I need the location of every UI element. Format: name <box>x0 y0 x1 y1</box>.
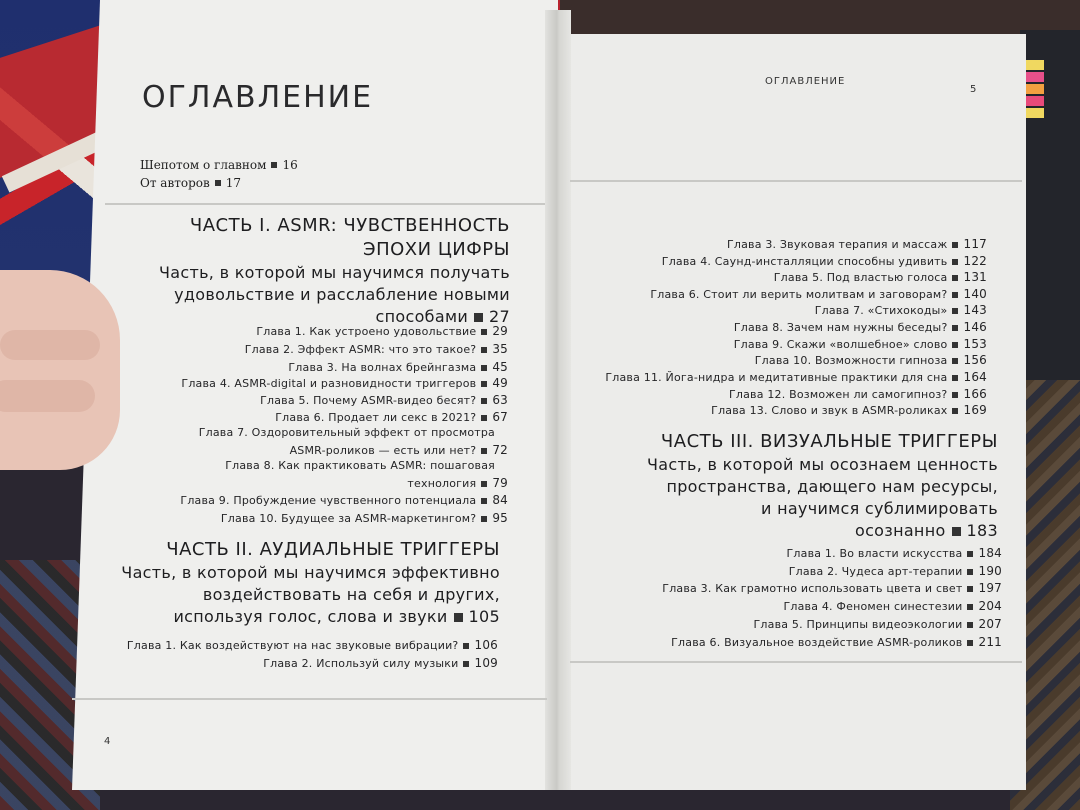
part1-page: 27 <box>489 307 510 326</box>
part3-heading: ЧАСТЬ III. ВИЗУАЛЬНЫЕ ТРИГГЕРЫ <box>660 431 998 452</box>
divider <box>72 698 547 700</box>
toc-entry[interactable]: Глава 10. Будущее за ASMR-маркетингом? 95 <box>220 511 508 525</box>
divider <box>570 661 1022 663</box>
hand <box>0 270 120 470</box>
toc-entry[interactable]: Глава 7. «Стихокоды» 143 <box>814 303 987 317</box>
toc-entry[interactable]: Глава 5. Почему ASMR-видео бесят? 63 <box>260 393 508 407</box>
toc-entry[interactable]: ASMR-роликов — есть или нет? 72 <box>289 443 508 457</box>
page-number: 5 <box>970 84 977 95</box>
divider <box>105 203 545 205</box>
part2-page: 105 <box>468 607 500 626</box>
toc-entry[interactable]: Глава 1. Как устроено удовольствие 29 <box>256 324 508 338</box>
toc-entry[interactable]: Глава 1. Как воздействуют на нас звуковые вибрации? 106 <box>126 638 498 652</box>
toc-entry[interactable]: Глава 4. Саунд-инсталляции способны удивить 122 <box>661 254 987 268</box>
page-title: ОГЛАВЛЕНИЕ <box>142 80 374 115</box>
page-number: 4 <box>104 736 111 747</box>
part3-page: 183 <box>966 521 998 540</box>
part3-desc-2: пространства, дающего нам ресурсы, <box>666 477 998 496</box>
part3-desc-4: осознанно <box>854 521 946 540</box>
part1-desc-3: способами <box>375 307 469 326</box>
toc-entry[interactable]: Глава 11. Йога-нидра и медитативные практики для сна 164 <box>605 370 987 384</box>
part2-desc-3: используя голос, слова и звуки <box>173 607 448 626</box>
toc-entry[interactable]: Глава 4. ASMR-digital и разновидности триггеров 49 <box>181 376 508 390</box>
part1-heading: ЧАСТЬ I. ASMR: ЧУВСТВЕННОСТЬ <box>189 215 510 236</box>
part3-desc-3: и научимся сублимировать <box>760 499 998 518</box>
toc-entry[interactable]: Глава 5. Под властью голоса 131 <box>773 270 987 284</box>
toc-entry[interactable]: Глава 9. Скажи «волшебное» слово 153 <box>733 337 987 351</box>
part1-block <box>159 214 510 328</box>
toc-entry[interactable]: Глава 13. Слово и звук в ASMR-роликах 169 <box>711 403 987 417</box>
toc-entry[interactable]: Глава 2. Используй силу музыки 109 <box>263 656 498 670</box>
toc-entry[interactable]: Глава 6. Стоит ли верить молитвам и заговорам? 140 <box>650 287 987 301</box>
toc-entry[interactable]: Глава 9. Пробуждение чувственного потенциала 84 <box>180 493 508 507</box>
part1-desc: Часть, в которой мы научимся получать <box>158 263 510 282</box>
part2-block <box>121 538 500 628</box>
running-head: ОГЛАВЛЕНИЕ <box>765 76 846 87</box>
toc-entry[interactable]: Глава 1. Во власти искусства 184 <box>786 546 1002 560</box>
toc-entry[interactable]: Глава 5. Принципы видеоэкологии 207 <box>753 617 1002 631</box>
toc-entry[interactable]: Глава 4. Феномен синестезии 204 <box>783 599 1002 613</box>
book-gutter <box>545 10 571 790</box>
divider <box>570 180 1022 182</box>
front-matter-item: От авторов 17 <box>140 176 242 190</box>
toc-entry[interactable]: Глава 3. На волнах брейнгазма 45 <box>288 360 508 374</box>
part3-desc: Часть, в которой мы осознаем ценность <box>646 455 998 474</box>
part1-desc-2: удовольствие и расслабление новыми <box>174 285 510 304</box>
part3-block <box>647 430 998 542</box>
toc-entry[interactable]: Глава 12. Возможен ли самогипноз? 166 <box>728 387 987 401</box>
front-matter-item: Шепотом о главном 16 <box>140 158 298 172</box>
toc-entry[interactable]: Глава 6. Визуальное воздействие ASMR-роликов 211 <box>671 635 1002 649</box>
part1-heading-2: ЭПОХИ ЦИФРЫ <box>363 239 510 260</box>
toc-entry[interactable]: Глава 6. Продает ли секс в 2021? 67 <box>275 410 508 424</box>
part2-heading: ЧАСТЬ II. АУДИАЛЬНЫЕ ТРИГГЕРЫ <box>166 539 500 560</box>
toc-entry[interactable]: Глава 7. Оздоровительный эффект от просмотра <box>198 426 495 439</box>
part2-desc: Часть, в которой мы научимся эффективно <box>121 563 500 582</box>
toc-entry[interactable]: Глава 8. Как практиковать ASMR: пошаговая <box>225 459 495 472</box>
part2-desc-2: воздействовать на себя и других, <box>202 585 500 604</box>
toc-entry[interactable]: Глава 10. Возможности гипноза 156 <box>754 353 987 367</box>
toc-entry[interactable]: Глава 3. Звуковая терапия и массаж 117 <box>726 237 987 251</box>
toc-entry[interactable]: Глава 3. Как грамотно использовать цвета и свет 197 <box>662 581 1002 595</box>
toc-entry[interactable]: Глава 2. Чудеса арт-терапии 190 <box>788 564 1002 578</box>
toc-entry[interactable]: технология 79 <box>407 476 508 490</box>
toc-entry[interactable]: Глава 2. Эффект ASMR: что это такое? 35 <box>244 342 508 356</box>
toc-entry[interactable]: Глава 8. Зачем нам нужны беседы? 146 <box>733 320 987 334</box>
